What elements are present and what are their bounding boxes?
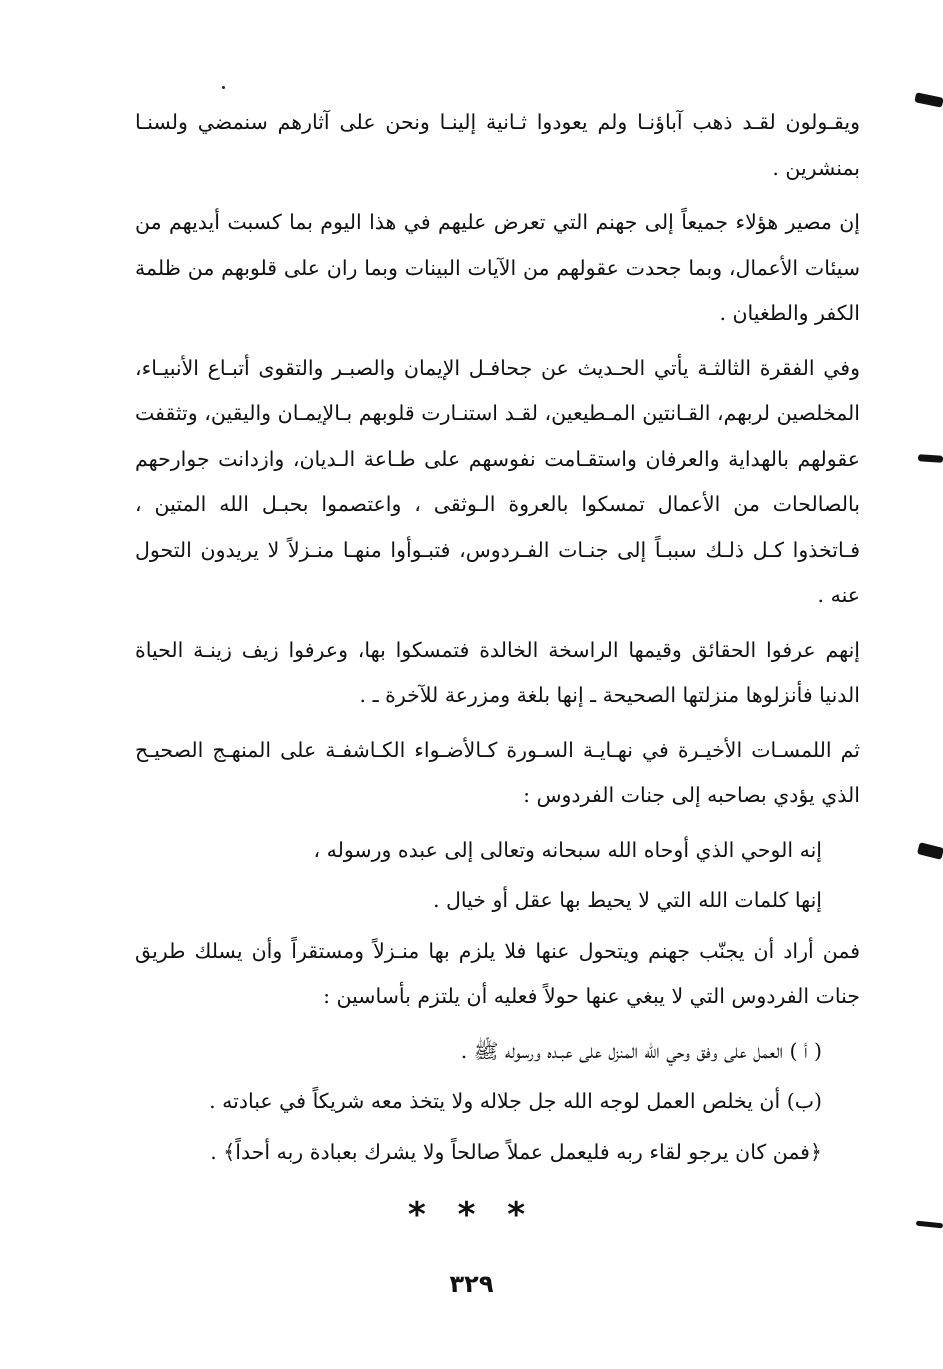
list-item-a: ( أ ) العمل على وفق وحي الله المنزل على عبـده ورسوله ﷺ . <box>460 1038 822 1063</box>
section-separator: * * * <box>407 1195 535 1235</box>
paragraph-3: وفي الفقرة الثالثـة يأتي الحـديث عن جحافـل الإيمان والصبـر والتقوى أتبـاع الأنبيـاء، المخلصين لربهم، القـانتين المـطيعين، لقـد استنـارت قلوبهم بـالإيمـان واليقين، وتثقفت عقولهم بالهداية والعرفان واستقـامت نفوسهم على طـاعة الـديان، وازدانت جوارحهم بالصالحات من الأعمال تمسكوا بالعروة الـوثقى ، واعتصموا بحبـل الله المتين ، فـاتخذوا كـل ذلـك سببـاً إلى جنـات الفـردوس، فتبـوأوا منهـا منـزلاً لا يريدون التحول عنه . <box>135 355 860 607</box>
body-text <box>135 100 860 1180</box>
paragraph-6: إنه الوحي الذي أوحاه الله سبحانه وتعالى إلى عبده ورسوله ، <box>313 837 822 862</box>
binding-mark <box>914 92 943 108</box>
page-number: ٣٢٩ <box>449 1270 494 1298</box>
paragraph-5: ثم اللمسـات الأخيـرة في نهـايـة السـورة كـالأضـواء الكـاشفـة على المنهـج الصحيـح الذي يؤدي بصاحبه إلى جنات الفردوس : <box>135 737 860 807</box>
paragraph-1: ويقـولون لقـد ذهب آباؤنـا ولم يعودوا ثـانية إلينـا ونحن على آثارهم سنمضي ولسنـا بمنشرين . <box>135 110 860 180</box>
paragraph-7: إنها كلمات الله التي لا يحيط بها عقل أو خيال . <box>432 888 822 912</box>
paragraph-8: فمن أراد أن يجنّب جهنم ويتحول عنها فلا يلزم بها منـزلاً ومستقراً وأن يسلك طريق جنات الفردوس التي لا يبغي عنها حولاً فعليه أن يلتزم بأساسين : <box>135 938 860 1008</box>
paragraph-2: إن مصير هؤلاء جميعاً إلى جهنم التي تعرض عليهم في هذا اليوم بما كسبت أيديهم من سيئات الأعمال، وبما جحدت عقولهم من الآيات البينات وبما ران على قلوبهم من ظلمة الكفر والطغيان . <box>135 210 860 325</box>
stray-dot <box>222 86 225 89</box>
binding-mark <box>918 454 943 463</box>
binding-mark <box>917 842 943 860</box>
paragraph-4: إنهم عرفوا الحقائق وقيمها الراسخة الخالدة فتمسكوا بها، وعرفوا زيف زينـة الحياة الدنيا فأنزلوها منزلتها الصحيحة ـ إنها بلغة ومزرعة للآخرة ـ . <box>135 637 860 707</box>
quran-verse: ﴿فمن كان يرجو لقاء ربه فليعمل عملاً صالحاً ولا يشرك بعبادة ربه أحداً﴾ . <box>210 1139 822 1164</box>
list-item-b: (ب) أن يخلص العمل لوجه الله جل جلاله ولا يتخذ معه شريكاً في عبادته . <box>209 1089 822 1113</box>
